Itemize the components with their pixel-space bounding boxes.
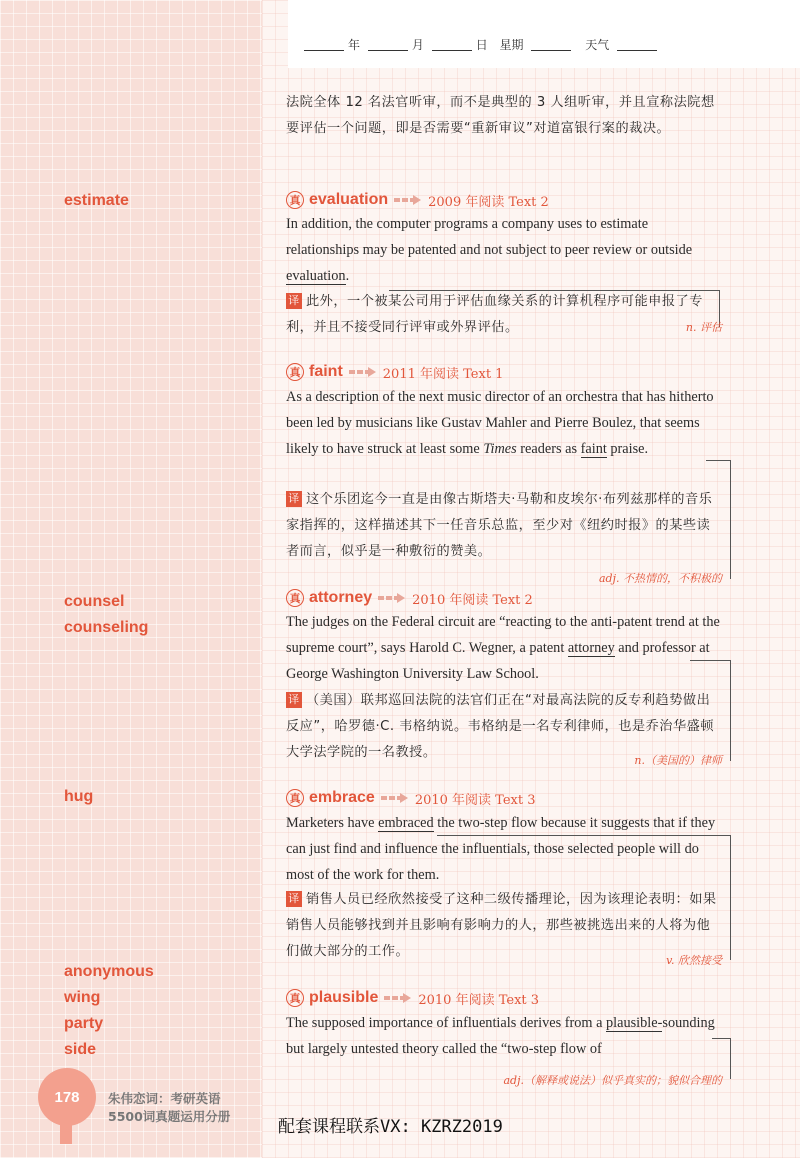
entry-heading: [286, 586, 533, 610]
entry-word: evaluation: [309, 191, 389, 208]
yi-badge-icon: 译: [286, 891, 302, 907]
page-number: 178: [38, 1068, 96, 1126]
sidebar-keyword: counsel: [64, 593, 125, 610]
watermark-text: 配套课程联系VX: KZRZ2019: [278, 1117, 503, 1137]
yi-badge-icon: 译: [286, 692, 302, 708]
entry-source: 2009 年阅读 Text 2: [428, 194, 549, 210]
highlighted-word: faint: [580, 441, 607, 457]
entry-gloss: adj.（解释或说法）似乎真实的；貌似合理的: [503, 1074, 722, 1087]
sidebar-keyword: estimate: [64, 192, 129, 209]
sidebar-keyword: side: [64, 1041, 97, 1058]
entry-word: embrace: [309, 789, 375, 806]
zhen-badge-icon: 真: [286, 363, 304, 381]
entry-translation: 译 此外，一个被某公司用于评估血缘关系的计算机程序可能申报了专利，并且不接受同行评审或外界评估。: [286, 294, 703, 335]
entry-gloss: v. 欣然接受: [666, 954, 722, 967]
book-title: 朱伟恋词：考研英语 5500词真题运用分册: [108, 1091, 231, 1124]
date-weekday-label: 星期: [499, 38, 524, 52]
intro-translation: 法院全体 12 名法官听审，而不是典型的 3 人组听审，并且宣称法院想要评估一个问题，即是否需要“重新审议”对道富银行案的裁决。: [286, 95, 715, 136]
date-weather-label: 天气: [585, 38, 610, 52]
entry-example-en: The judges on the Federal circuit are “reacting to the anti-patent trend at the supreme court”, says Harold C. Wegner, a patent attorney and professor at George Washington University Law School.: [286, 614, 720, 682]
sidebar-keyword: party: [64, 1015, 104, 1032]
zhen-badge-icon: 真: [286, 191, 304, 209]
arrow-right-icon: [394, 195, 422, 205]
entry-example-en: In addition, the computer programs a company uses to estimate relationships may be patented and not subject to peer review or outside evaluation.: [286, 216, 693, 284]
entry-example-en: Marketers have embraced the two-step flow because it suggests that if they can just find and influence the influentials, those selected people will do most of the work for them.: [286, 815, 716, 883]
entry-heading: [286, 986, 539, 1010]
date-day-label: 日: [475, 38, 488, 52]
yi-badge-icon: 译: [286, 293, 302, 309]
entry-word: faint: [309, 363, 343, 380]
entry-translation: 译 销售人员已经欣然接受了这种二级传播理论，因为该理论表明：如果销售人员能够找到并且影响有影响力的人，那些被挑选出来的人将为他们做大部分的工作。: [286, 892, 717, 959]
entry-heading: [286, 786, 536, 810]
entry-word: attorney: [309, 589, 373, 606]
header-panel: [288, 0, 800, 68]
zhen-badge-icon: 真: [286, 989, 304, 1007]
entry-gloss: n. 评估: [685, 321, 722, 334]
entry-source: 2011 年阅读 Text 1: [382, 366, 504, 382]
arrow-right-icon: [381, 793, 409, 803]
yi-badge-icon: 译: [286, 491, 302, 507]
entry-heading: [286, 188, 549, 212]
arrow-right-icon: [384, 993, 412, 1003]
zhen-badge-icon: 真: [286, 589, 304, 607]
entry-source: 2010 年阅读 Text 3: [414, 792, 536, 808]
entry-source: 2010 年阅读 Text 2: [412, 592, 533, 608]
entry-translation: 译 这个乐团迄今一直是由像古斯塔夫·马勒和皮埃尔·布列兹那样的音乐家指挥的，这样描述其下一任音乐总监，至少对《纽约时报》的某些读者而言，似乎是一种敷衍的赞美。: [286, 492, 713, 559]
highlighted-word: evaluation: [286, 268, 346, 284]
highlighted-word: embraced: [378, 815, 434, 831]
entry-gloss: adj. 不热情的，不积极的: [598, 572, 722, 585]
entry-example-en: The supposed importance of influentials derives from a plausible-sounding but largely untested theory called the “two-step flow of: [286, 1015, 715, 1057]
arrow-right-icon: [349, 367, 377, 377]
entry-example-en: As a description of the next music director of an orchestra that has hitherto been led by musicians like Gustav Mahler and Pierre Boulez, that seems likely to have struck at least some Times readers as faint praise.: [286, 389, 714, 457]
entry-translation: 译 （美国）联邦巡回法院的法官们正在“对最高法院的反专利趋势做出反应”，哈罗德·C. 韦格纳说。韦格纳是一名专利律师，也是乔治华盛顿大学法学院的一名教授。: [286, 693, 715, 760]
date-line: [300, 36, 661, 53]
entry-source: 2010 年阅读 Text 3: [418, 992, 540, 1008]
arrow-right-icon: [378, 593, 406, 603]
date-year-label: 年: [348, 38, 361, 52]
date-month-label: 月: [411, 38, 424, 52]
entry-heading: [286, 360, 503, 384]
entry-word: plausible: [309, 989, 379, 1006]
highlighted-word: plausible-: [606, 1015, 663, 1031]
entry-gloss: n.（美国的）律师: [634, 754, 722, 767]
sidebar-keyword: wing: [64, 989, 101, 1006]
sidebar-keyword: anonymous: [64, 963, 154, 980]
zhen-badge-icon: 真: [286, 789, 304, 807]
highlighted-word: attorney: [567, 640, 615, 656]
sidebar-keyword: hug: [64, 788, 94, 805]
sidebar-keyword: counseling: [64, 619, 149, 636]
